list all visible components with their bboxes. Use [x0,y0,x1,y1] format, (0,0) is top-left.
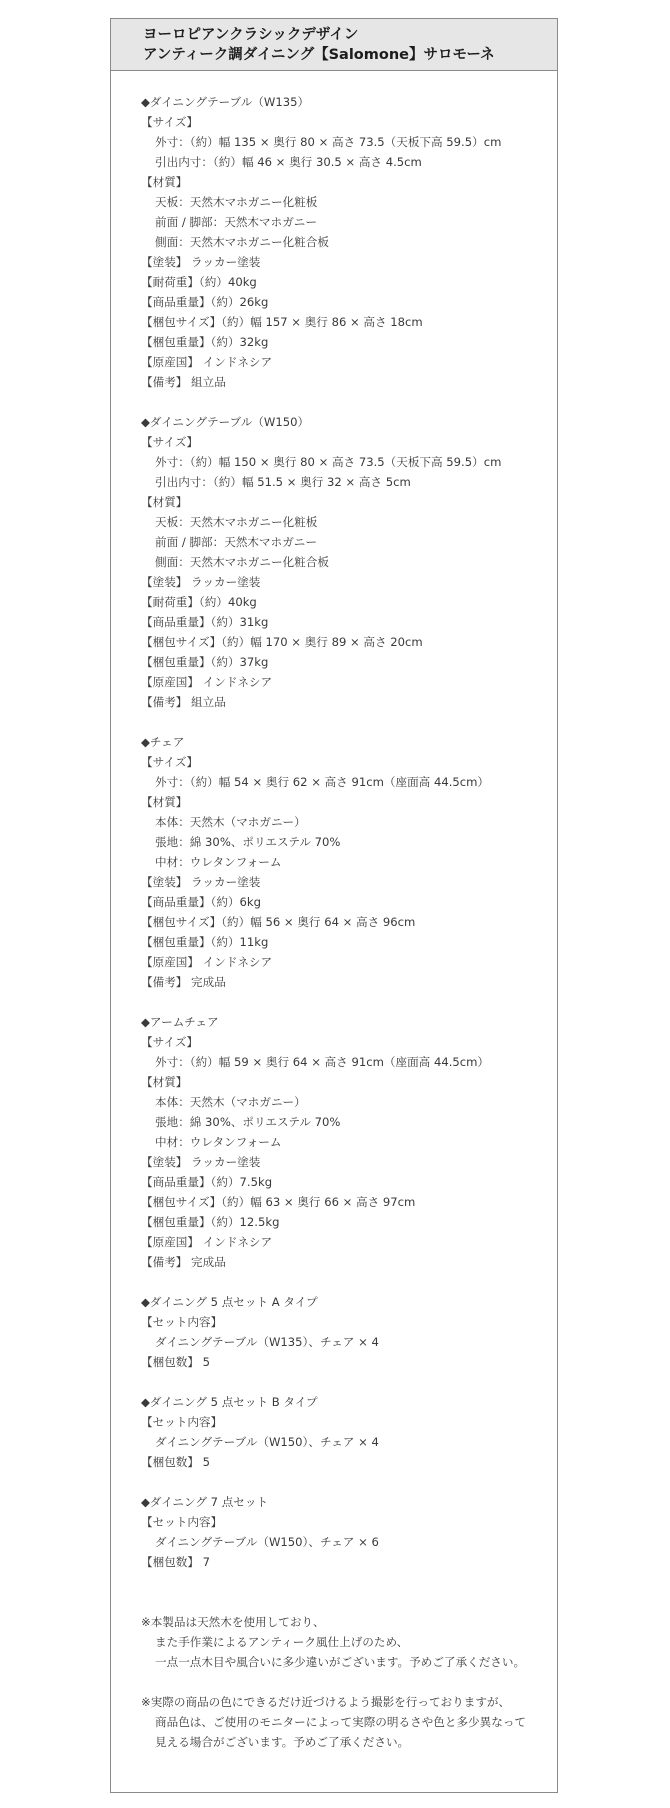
spec-line: 【原産国】 インドネシア [141,955,273,969]
spec-line: 本体：天然木（マホガニー） [155,815,306,829]
spec-section [141,732,557,992]
spec-line: 【セット内容】 [141,1515,223,1529]
spec-line: 【サイズ】 [141,115,199,129]
spec-header [111,19,557,71]
note-line: また手作業によるアンティーク風仕上げのため、 [155,1635,409,1649]
spec-line: 【材質】 [141,495,188,509]
section-title: ◆ダイニングテーブル（W150） [141,415,310,429]
spec-line: 【備考】 組立品 [141,375,226,389]
spec-line: 側面：天然木マホガニー化粧合板 [155,235,329,249]
spec-line: 中材：ウレタンフォーム [155,1135,282,1149]
note-line: 一点一点木目や風合いに多少違いがございます。予めご了承ください。 [155,1655,526,1669]
section-title: ◆チェア [141,735,185,749]
spec-line: 【耐荷重】（約）40kg [141,275,257,289]
spec-line: 【サイズ】 [141,1035,199,1049]
spec-line: 外寸：（約）幅 59 × 奥行 64 × 高さ 91cm（座面高 44.5cm） [155,1055,490,1069]
spec-line: ダイニングテーブル（W150）、チェア × 6 [155,1535,379,1549]
spec-line: 【原産国】 インドネシア [141,1235,273,1249]
spec-line: 張地：綿 30%、ポリエステル 70% [155,1115,341,1129]
spec-line: 【セット内容】 [141,1415,223,1429]
spec-line: 【梱包重量】（約）11kg [141,935,269,949]
spec-line: 【梱包数】 5 [141,1455,211,1469]
spec-line: 【梱包サイズ】（約）幅 157 × 奥行 86 × 高さ 18cm [141,315,423,329]
spec-line: 【商品重量】（約）7.5kg [141,1175,273,1189]
section-title: ◆アームチェア [141,1015,219,1029]
spec-line: 【商品重量】（約）26kg [141,295,269,309]
header-title-line1: ヨーロピアンクラシックデザイン [143,27,359,43]
spec-line: 【材質】 [141,175,188,189]
spec-line: 【塗装】 ラッカー塗装 [141,1155,261,1169]
spec-line: 天板：天然木マホガニー化粧板 [155,195,318,209]
spec-line: 【商品重量】（約）31kg [141,615,269,629]
spec-line: 【原産国】 インドネシア [141,355,273,369]
spec-line: 外寸：（約）幅 150 × 奥行 80 × 高さ 73.5（天板下高 59.5）cm [155,455,502,469]
spec-line: 【梱包重量】（約）32kg [141,335,269,349]
spec-line: ダイニングテーブル（W150）、チェア × 4 [155,1435,379,1449]
spec-line: 【材質】 [141,1075,188,1089]
section-title: ◆ダイニング 7 点セット [141,1495,269,1509]
spec-frame [110,18,558,1793]
spec-section [141,1012,557,1272]
spec-line: 【梱包重量】（約）12.5kg [141,1215,280,1229]
spec-line: ダイニングテーブル（W135）、チェア × 4 [155,1335,379,1349]
note-line: ※実際の商品の色にできるだけ近づけるよう撮影を行っておりますが、 [141,1695,511,1709]
spec-section [141,1392,557,1472]
spec-line: 【耐荷重】（約）40kg [141,595,257,609]
spec-section [141,92,557,392]
notes [141,1612,557,1752]
note-line: ※本製品は天然木を使用しており、 [141,1615,325,1629]
spec-line: 【商品重量】（約）6kg [141,895,261,909]
note-line: 商品色は、ご使用のモニターによって実際の明るさや色と多少異なって [155,1715,527,1729]
spec-line: 【梱包数】 7 [141,1555,211,1569]
spec-line: 張地：綿 30%、ポリエステル 70% [155,835,341,849]
spec-content [111,71,557,1752]
spec-section [141,1292,557,1372]
spec-line: 【原産国】 インドネシア [141,675,273,689]
section-title: ◆ダイニング 5 点セット B タイプ [141,1395,318,1409]
spec-line: 外寸：（約）幅 54 × 奥行 62 × 高さ 91cm（座面高 44.5cm） [155,775,490,789]
spec-line: 側面：天然木マホガニー化粧合板 [155,555,329,569]
spec-line: 引出内寸：（約）幅 46 × 奥行 30.5 × 高さ 4.5cm [155,155,422,169]
spec-line: 【備考】 組立品 [141,695,226,709]
spec-line: 【梱包重量】（約）37kg [141,655,269,669]
note-line: 見える場合がございます。予めご了承ください。 [155,1735,410,1749]
spec-line: 中材：ウレタンフォーム [155,855,282,869]
spec-line: 【梱包サイズ】（約）幅 63 × 奥行 66 × 高さ 97cm [141,1195,416,1209]
spec-line: 前面 / 脚部：天然木マホガニー [155,215,317,229]
spec-line: 【備考】 完成品 [141,975,226,989]
spec-section [141,1492,557,1572]
spec-line: 【塗装】 ラッカー塗装 [141,255,261,269]
spec-line: 外寸：（約）幅 135 × 奥行 80 × 高さ 73.5（天板下高 59.5）cm [155,135,502,149]
note-block [141,1612,557,1672]
spec-line: 【材質】 [141,795,188,809]
spec-line: 【梱包数】 5 [141,1355,211,1369]
spec-line: 前面 / 脚部：天然木マホガニー [155,535,317,549]
spec-line: 【サイズ】 [141,755,199,769]
section-title: ◆ダイニングテーブル（W135） [141,95,310,109]
note-block [141,1692,557,1752]
header-title-line2: アンティーク調ダイニング【Salomone】サロモーネ [143,47,495,63]
spec-line: 【サイズ】 [141,435,199,449]
spec-line: 本体：天然木（マホガニー） [155,1095,306,1109]
spec-line: 【塗装】 ラッカー塗装 [141,875,261,889]
spec-line: 【梱包サイズ】（約）幅 170 × 奥行 89 × 高さ 20cm [141,635,423,649]
spec-line: 【セット内容】 [141,1315,223,1329]
spec-line: 引出内寸：（約）幅 51.5 × 奥行 32 × 高さ 5cm [155,475,411,489]
spec-section [141,412,557,712]
spec-line: 天板：天然木マホガニー化粧板 [155,515,318,529]
spec-line: 【梱包サイズ】（約）幅 56 × 奥行 64 × 高さ 96cm [141,915,416,929]
section-title: ◆ダイニング 5 点セット A タイプ [141,1295,318,1309]
spec-line: 【塗装】 ラッカー塗装 [141,575,261,589]
spec-line: 【備考】 完成品 [141,1255,226,1269]
